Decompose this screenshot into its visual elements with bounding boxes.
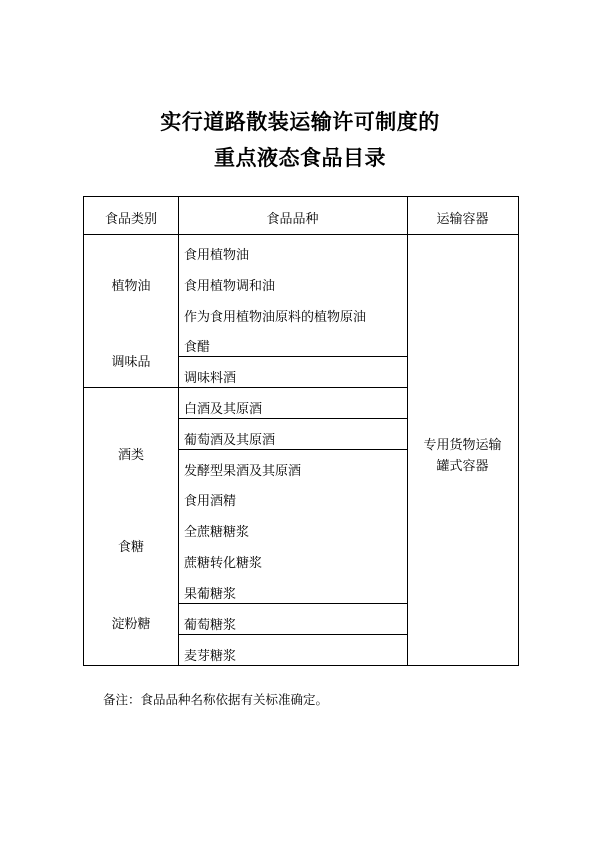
food-catalog-table (83, 196, 519, 666)
item: 调味料酒 (184, 371, 237, 386)
category-condiment: 调味品 (111, 355, 151, 370)
row-rule (178, 356, 407, 357)
item: 作为食用植物油原料的植物原油 (184, 310, 367, 325)
item: 葡萄糖浆 (184, 618, 237, 633)
group-separator-rule (84, 387, 407, 388)
item: 果葡糖浆 (184, 587, 237, 602)
item: 食用植物调和油 (184, 279, 276, 294)
row-rule (178, 418, 407, 419)
category-liquor: 酒类 (117, 448, 144, 463)
item: 白酒及其原酒 (184, 402, 263, 417)
item: 食用酒精 (184, 494, 237, 509)
document-title-line2: 重点液态食品目录 (214, 146, 386, 170)
column-divider-category (178, 197, 179, 665)
item: 葡萄酒及其原酒 (184, 433, 276, 448)
item: 发酵型果酒及其原酒 (184, 464, 302, 479)
header-container: 运输容器 (436, 212, 489, 227)
row-rule (178, 449, 407, 450)
item: 全蔗糖糖浆 (184, 525, 250, 540)
category-starch-sugar: 淀粉糖 (111, 617, 151, 632)
row-rule (178, 634, 407, 635)
document-title-line1: 实行道路散装运输许可制度的 (160, 110, 440, 134)
row-rule (178, 603, 407, 604)
category-vegetable-oil: 植物油 (111, 279, 151, 294)
item: 食用植物油 (184, 248, 250, 263)
header-variety: 食品品种 (266, 212, 319, 227)
item: 蔗糖转化糖浆 (184, 556, 263, 571)
item: 食醋 (184, 340, 211, 355)
item: 麦芽糖浆 (184, 649, 237, 664)
category-sugar: 食糖 (117, 540, 144, 555)
header-rule (84, 234, 518, 235)
container-line1: 专用货物运输 (423, 438, 502, 453)
column-divider-container (407, 197, 408, 665)
container-line2: 罐式容器 (436, 459, 489, 474)
header-category: 食品类别 (104, 212, 157, 227)
footnote: 备注：食品品种名称依据有关标准确定。 (103, 692, 329, 707)
